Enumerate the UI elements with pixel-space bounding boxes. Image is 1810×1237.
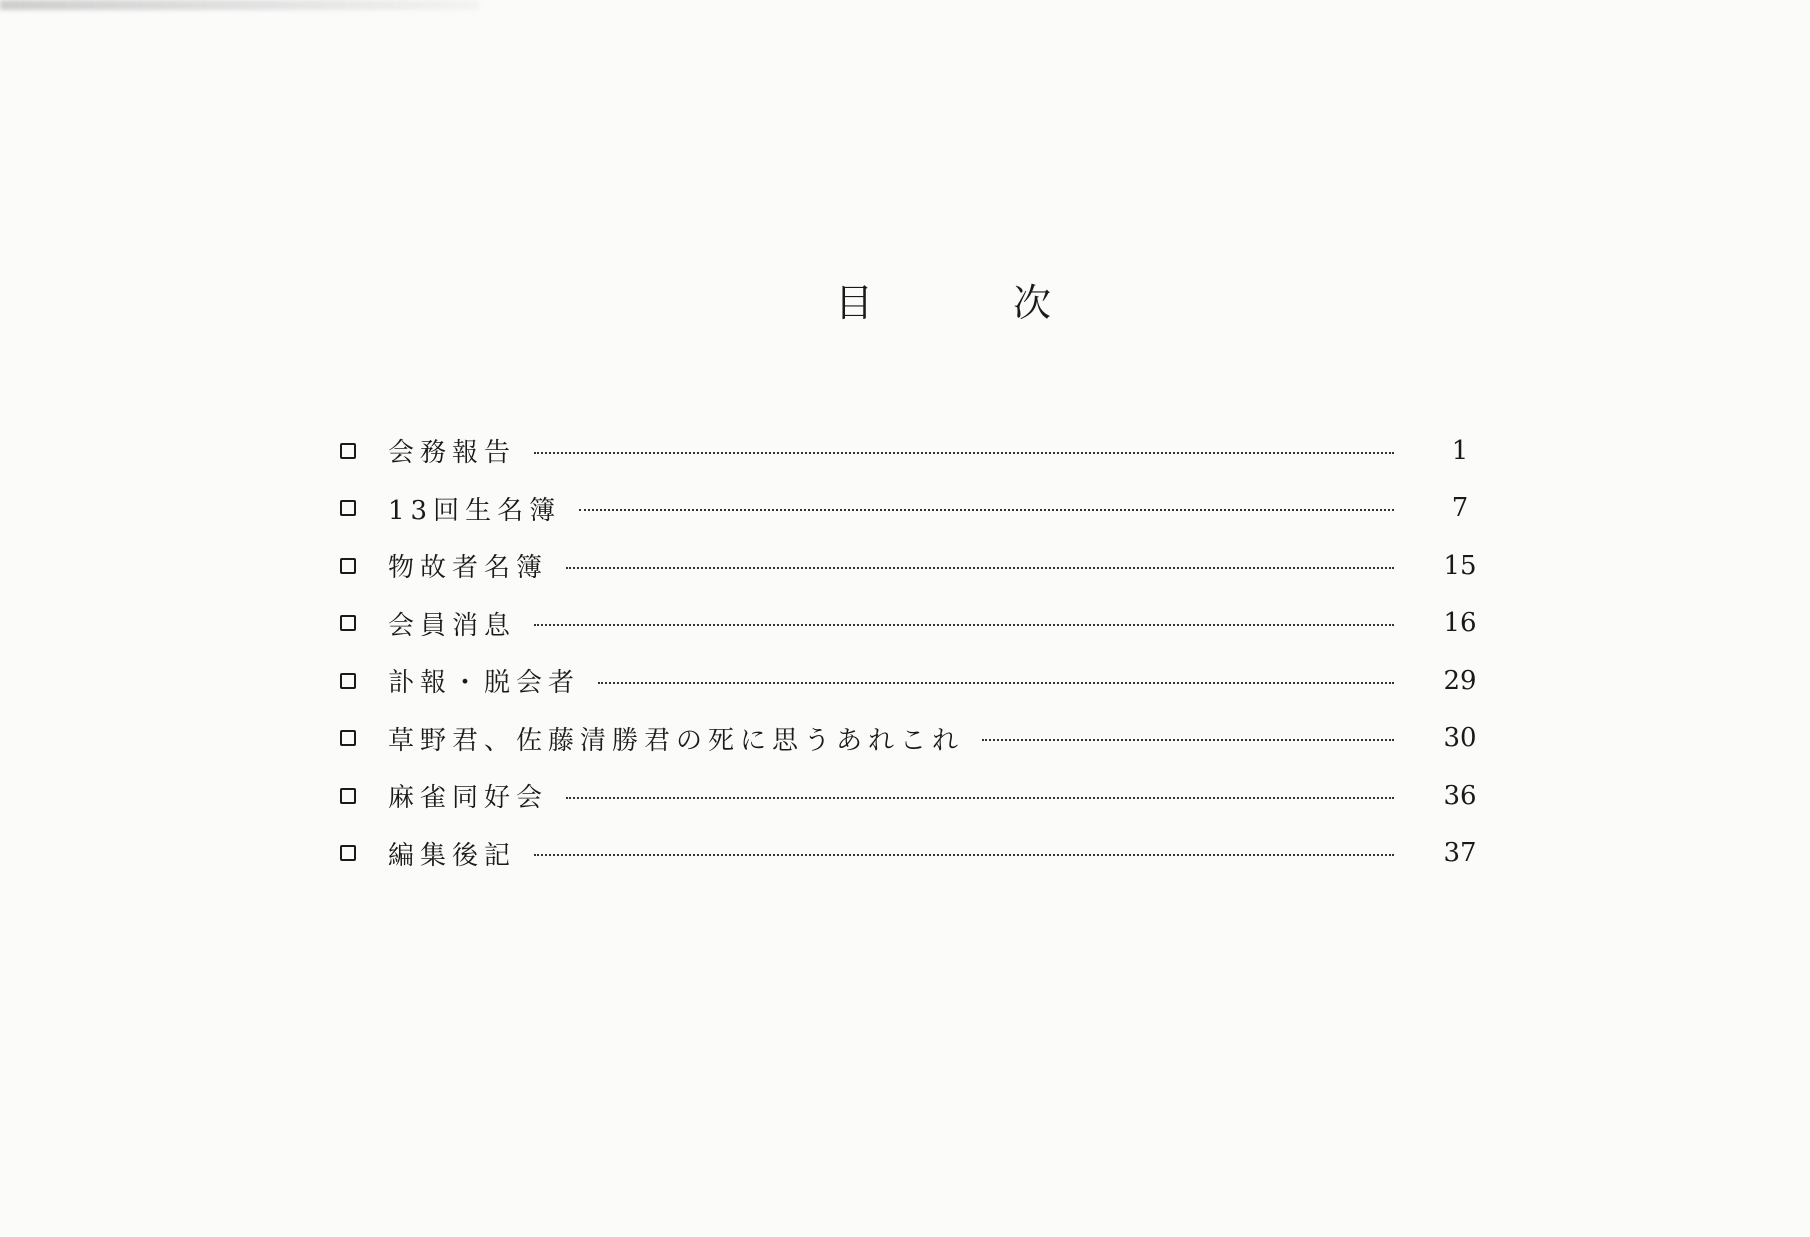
checkbox-square-icon (340, 730, 356, 746)
dot-leader (566, 567, 1394, 569)
dot-leader (566, 797, 1394, 799)
toc-entry-page: 1 (1451, 435, 1469, 466)
checkbox-square-icon (340, 673, 356, 689)
toc-entry-page: 15 (1443, 550, 1477, 581)
toc-entry-page: 7 (1451, 493, 1469, 524)
toc-entry-label: 草野君、佐藤清勝君の死に思うあれこれ (388, 725, 965, 756)
dot-leader (534, 854, 1394, 856)
scan-smudge (0, 0, 480, 10)
toc-entry[interactable] (340, 595, 1490, 653)
toc-entry[interactable] (340, 422, 1490, 480)
toc-entry-label: 編集後記 (388, 840, 517, 871)
toc-entry-page: 16 (1443, 608, 1477, 639)
toc-entry-label: 物故者名簿 (388, 553, 549, 584)
checkbox-square-icon (340, 500, 356, 516)
toc-entry-label: 訃報・脱会者 (388, 668, 581, 699)
toc-entry-label: 会員消息 (388, 610, 517, 641)
checkbox-square-icon (340, 615, 356, 631)
dot-leader (534, 452, 1394, 454)
dot-leader (579, 509, 1394, 511)
toc-entry-page: 37 (1443, 838, 1477, 869)
toc-entry-label: 会務報告 (388, 438, 517, 469)
checkbox-square-icon (340, 558, 356, 574)
toc-entry-label: 麻雀同好会 (388, 783, 549, 814)
toc-entry[interactable] (340, 825, 1490, 883)
title-char-1: 目 (834, 281, 873, 325)
title-char-2: 次 (1013, 281, 1052, 325)
toc-entry[interactable] (340, 480, 1490, 538)
checkbox-square-icon (340, 443, 356, 459)
toc-entry-label: 13回生名簿 (388, 495, 562, 526)
toc-entry[interactable] (340, 537, 1490, 595)
toc-entry-page: 29 (1443, 665, 1477, 696)
dot-leader (982, 739, 1394, 741)
toc-entry[interactable] (340, 710, 1490, 768)
toc-entry[interactable] (340, 652, 1490, 710)
checkbox-square-icon (340, 845, 356, 861)
toc-entry[interactable] (340, 767, 1490, 825)
toc-entry-page: 36 (1443, 780, 1477, 811)
checkbox-square-icon (340, 788, 356, 804)
dot-leader (598, 682, 1394, 684)
page-title (0, 272, 1810, 327)
toc-entry-page: 30 (1443, 723, 1477, 754)
dot-leader (534, 624, 1394, 626)
table-of-contents (340, 422, 1490, 882)
